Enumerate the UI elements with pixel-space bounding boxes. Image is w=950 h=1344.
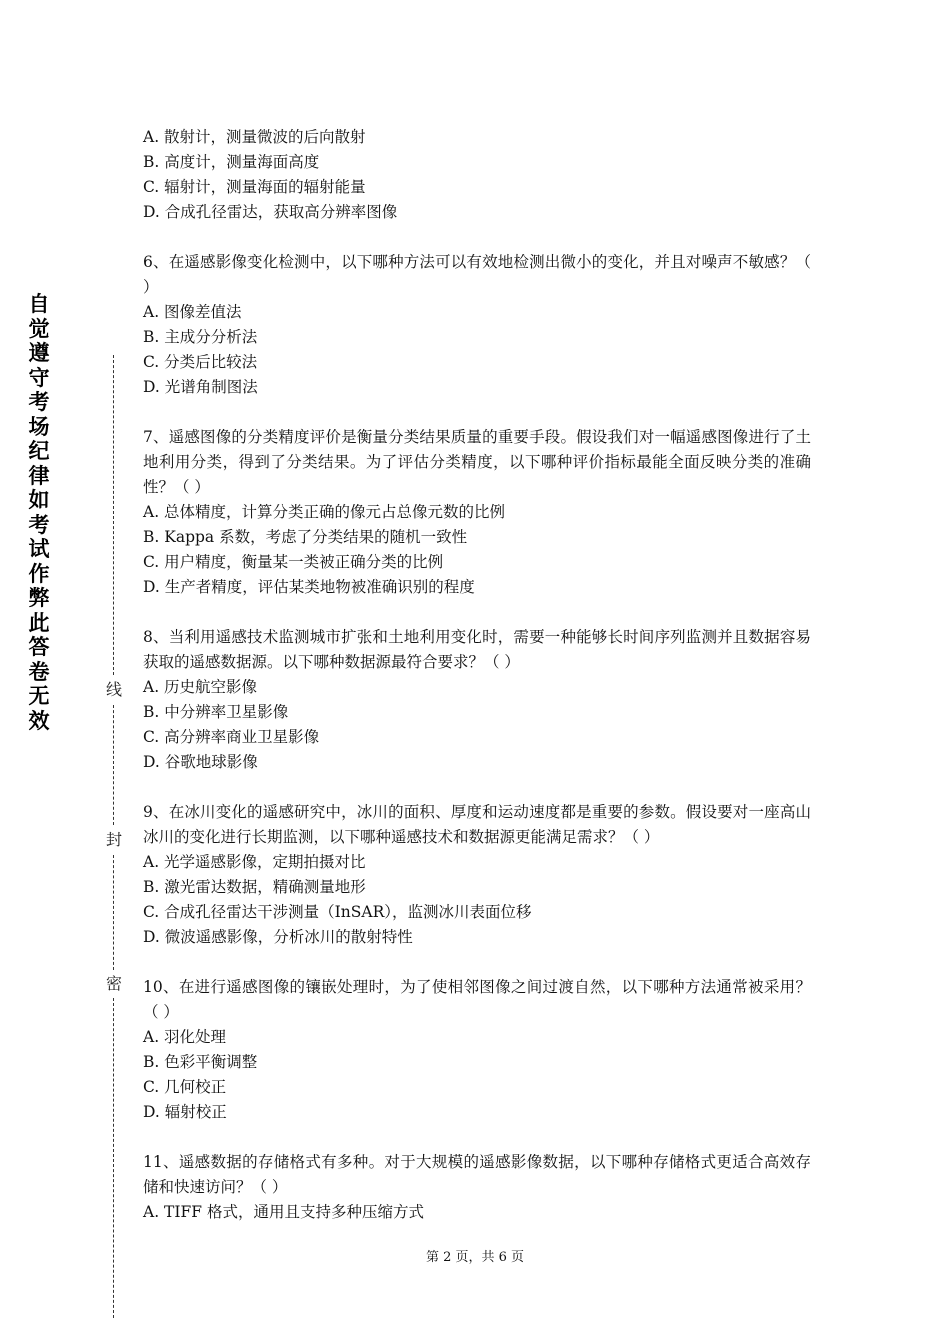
question-stem: 6、在遥感影像变化检测中，以下哪种方法可以有效地检测出微小的变化，并且对噪声不敏感？（ ）	[143, 253, 811, 296]
question-stem: 10、在进行遥感图像的镶嵌处理时，为了使相邻图像之间过渡自然，以下哪种方法通常被采用？（ ）	[143, 978, 811, 1021]
seal-char-xian: 线	[105, 680, 122, 699]
option-a: A. 图像差值法	[143, 303, 242, 321]
question-content	[143, 125, 811, 1250]
question-9	[143, 800, 811, 950]
option-b: B. 色彩平衡调整	[143, 1053, 258, 1071]
page-number-footer: 第 2 页，共 6 页	[425, 1250, 525, 1265]
question-stem: 7、遥感图像的分类精度评价是衡量分类结果质量的重要手段。假设我们对一幅遥感图像进行了土地利用分类，得到了分类结果。为了评估分类精度，以下哪种评价指标最能全面反映分类的准确性？（ ）	[143, 428, 811, 496]
question-6	[143, 250, 811, 400]
option-a: A. 历史航空影像	[143, 678, 258, 696]
seal-char-mi: 密	[105, 974, 122, 993]
question-8	[143, 625, 811, 775]
option-c: C. 用户精度，衡量某一类被正确分类的比例	[143, 553, 444, 571]
binding-dashed-line-4	[113, 998, 114, 1318]
option-c: C. 合成孔径雷达干涉测量（InSAR），监测冰川表面位移	[143, 903, 532, 921]
prev-question-options	[143, 125, 811, 225]
option-d: D. 光谱角制图法	[143, 378, 258, 396]
question-10	[143, 975, 811, 1125]
question-11	[143, 1150, 811, 1225]
option-d: D. 谷歌地球影像	[143, 753, 258, 771]
exam-warning-vertical: 自觉遵守考场纪律如考试作弊此答卷无效	[28, 292, 50, 733]
question-stem: 11、遥感数据的存储格式有多种。对于大规模的遥感影像数据，以下哪种存储格式更适合高效存储和快速访问？（ ）	[143, 1153, 811, 1196]
question-stem: 9、在冰川变化的遥感研究中，冰川的面积、厚度和运动速度都是重要的参数。假设要对一座高山冰川的变化进行长期监测，以下哪种遥感技术和数据源更能满足需求？（ ）	[143, 803, 811, 846]
option-b: B. 中分辨率卫星影像	[143, 703, 289, 721]
seal-char-feng: 封	[105, 830, 122, 849]
option-d: D. 合成孔径雷达，获取高分辨率图像	[143, 203, 398, 221]
option-a: A. 总体精度，计算分类正确的像元占总像元数的比例	[143, 503, 506, 521]
option-d: D. 微波遥感影像，分析冰川的散射特性	[143, 928, 413, 946]
binding-dashed-line-3	[113, 855, 114, 970]
option-d: D. 生产者精度，评估某类地物被准确识别的程度	[143, 578, 475, 596]
binding-dashed-line-1	[113, 355, 114, 675]
option-c: C. 几何校正	[143, 1078, 227, 1096]
option-c: C. 分类后比较法	[143, 353, 258, 371]
option-b: B. Kappa 系数，考虑了分类结果的随机一致性	[143, 528, 468, 546]
option-a: A. TIFF 格式，通用且支持多种压缩方式	[143, 1203, 424, 1221]
option-b: B. 主成分分析法	[143, 328, 258, 346]
option-a: A. 光学遥感影像，定期拍摄对比	[143, 853, 366, 871]
option-d: D. 辐射校正	[143, 1103, 227, 1121]
question-stem: 8、当利用遥感技术监测城市扩张和土地利用变化时，需要一种能够长时间序列监测并且数据容易获取的遥感数据源。以下哪种数据源最符合要求？（ ）	[143, 628, 811, 671]
option-c: C. 高分辨率商业卫星影像	[143, 728, 320, 746]
option-b: B. 高度计，测量海面高度	[143, 153, 320, 171]
binding-dashed-line-2	[113, 705, 114, 825]
option-a: A. 散射计，测量微波的后向散射	[143, 128, 366, 146]
question-7	[143, 425, 811, 600]
option-c: C. 辐射计，测量海面的辐射能量	[143, 178, 366, 196]
option-a: A. 羽化处理	[143, 1028, 227, 1046]
option-b: B. 激光雷达数据，精确测量地形	[143, 878, 366, 896]
